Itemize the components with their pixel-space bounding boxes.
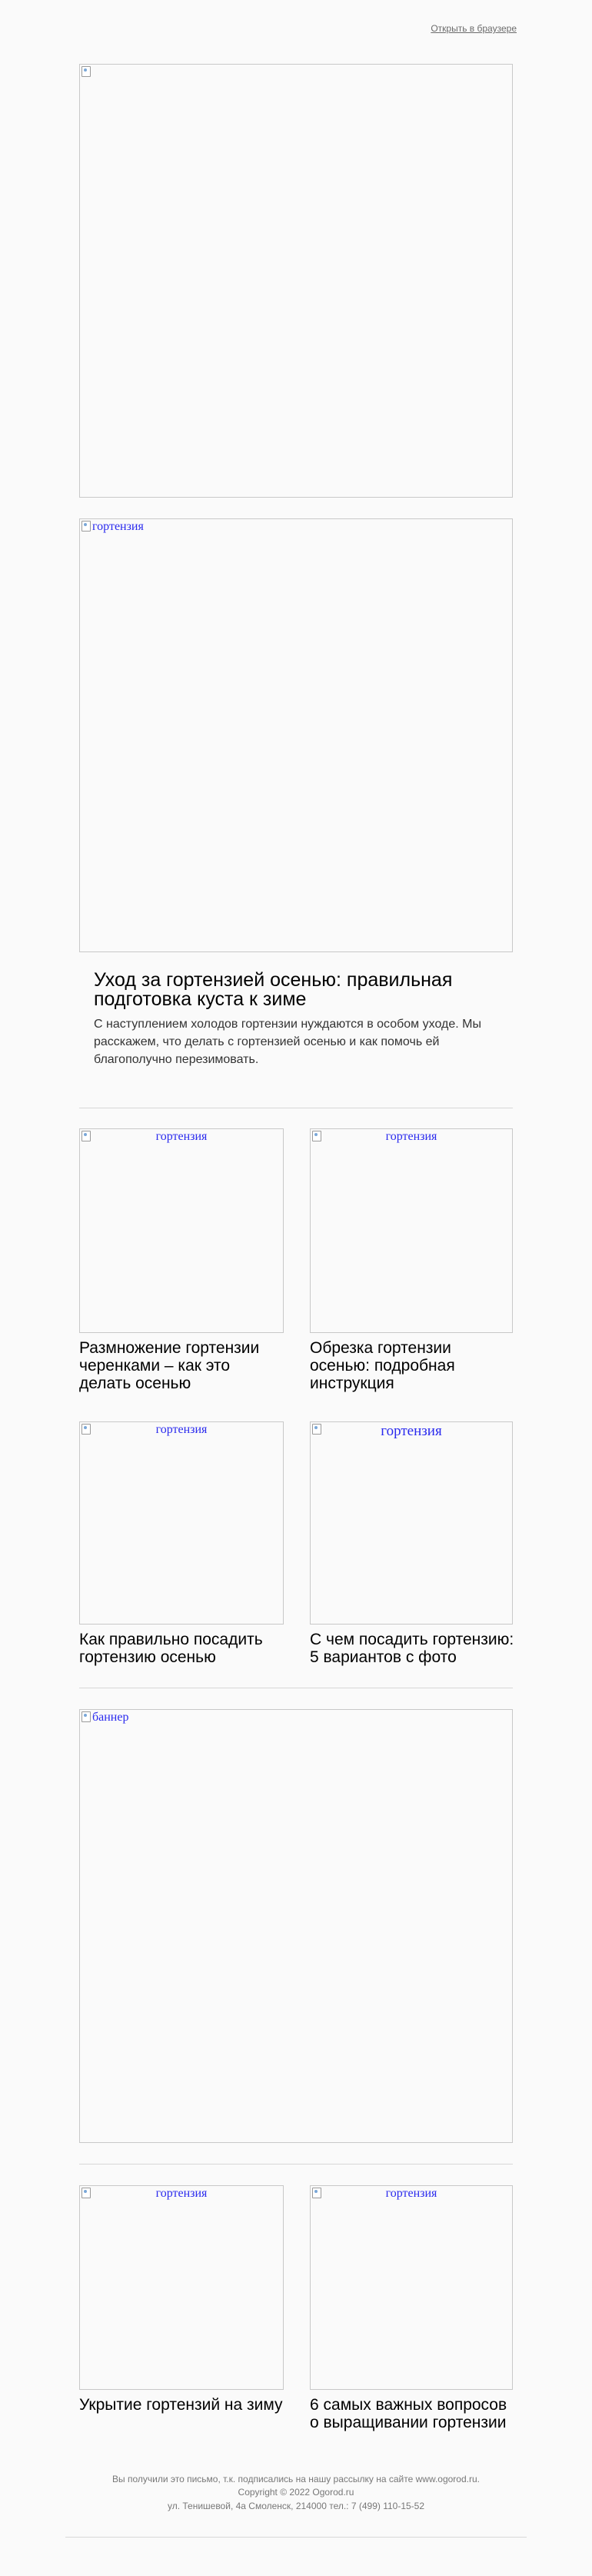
article-title[interactable]: Обрезка гортензии осенью: подробная инструкция (310, 1339, 455, 1392)
hero-image[interactable] (79, 518, 513, 952)
footer-subscription-note: Вы получили это письмо, т.к. подписались на нашу рассылку на сайте www.ogorod.ru. (112, 2474, 480, 2484)
article-image-alt: гортензия (381, 1423, 442, 1439)
article-image[interactable] (310, 1128, 513, 1333)
hero-description: С наступлением холодов гортензии нуждаются в особом уходе. Мы расскажем, что делать с гортензией осенью и как помочь ей благополучно перезимовать. (94, 1018, 481, 1066)
article-title[interactable]: С чем посадить гортензию: 5 вариантов с фото (310, 1631, 514, 1666)
article-image[interactable] (79, 1128, 284, 1333)
banner-image[interactable] (79, 1709, 513, 2143)
broken-image-icon (81, 1711, 91, 1722)
article-title[interactable]: Размножение гортензии черенками – как это делать осенью (79, 1339, 260, 1392)
article-image-alt: гортензия (155, 1130, 208, 1143)
banner-image-alt: баннер (92, 1711, 129, 1724)
article-image-alt: гортензия (385, 2187, 437, 2200)
article-title[interactable]: Укрытие гортензий на зиму (79, 2396, 283, 2414)
broken-image-icon (81, 521, 91, 532)
article-title[interactable]: 6 самых важных вопросов о выращивании гортензии (310, 2396, 507, 2431)
top-image (79, 64, 513, 498)
article-image-alt: гортензия (155, 2187, 208, 2200)
article-image-alt: гортензия (385, 1130, 437, 1143)
article-title[interactable]: Как правильно посадить гортензию осенью (79, 1631, 263, 1666)
article-image[interactable] (79, 2185, 284, 2390)
open-in-browser-link[interactable]: Открыть в браузере (431, 23, 517, 34)
article-image[interactable] (79, 1421, 284, 1625)
footer-copyright: Copyright © 2022 Ogorod.ru (238, 2487, 354, 2498)
article-image[interactable] (310, 1421, 513, 1625)
hero-image-alt: гортензия (92, 520, 144, 533)
footer-divider (65, 2537, 527, 2538)
article-image-alt: гортензия (155, 1423, 208, 1436)
broken-image-icon (81, 66, 91, 77)
footer-address: ул. Тенишевой, 4а Смоленск, 214000 тел.: 7 (499) 110-15-52 (167, 2501, 425, 2511)
article-image[interactable] (310, 2185, 513, 2390)
hero-title[interactable]: Уход за гортензией осенью: правильная подготовка куста к зиме (94, 969, 453, 1010)
